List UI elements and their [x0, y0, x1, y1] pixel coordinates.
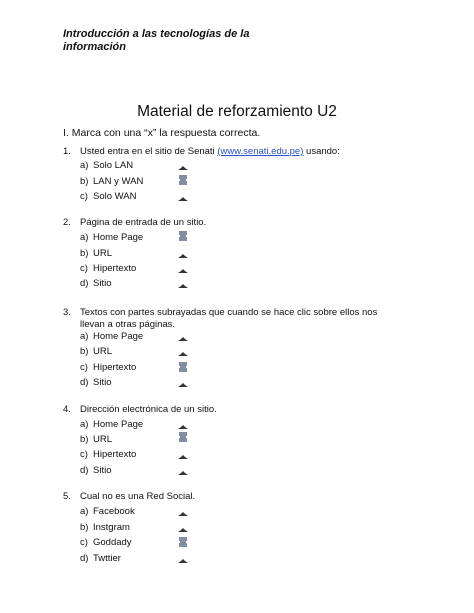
checkbox-unselected-icon[interactable]	[177, 379, 189, 389]
question-text: Textos con partes subrayadas que cuando se hace clic sobre ellos nos llevan a otras páginas.	[80, 307, 378, 330]
checkbox-unselected-icon[interactable]	[177, 348, 189, 358]
instruction-text: I. Marca con una “x” la respuesta correcta.	[63, 127, 261, 139]
checkbox-unselected-icon[interactable]	[177, 333, 189, 343]
question-text: Usted entra en el sitio de Senati (www.senati.edu.pe) usando:	[80, 146, 340, 157]
question-number: 3.	[63, 307, 71, 318]
checkbox-unselected-icon[interactable]	[177, 467, 189, 477]
checkbox-unselected-icon[interactable]	[177, 421, 189, 431]
senati-link[interactable]: (www.senati.edu.pe)	[217, 146, 304, 157]
question-text: Cual no es una Red Social.	[80, 491, 196, 502]
checkbox-unselected-icon[interactable]	[177, 162, 189, 172]
question-number: 2.	[63, 217, 71, 228]
checkbox-unselected-icon[interactable]	[177, 265, 189, 275]
checkbox-unselected-icon[interactable]	[177, 280, 189, 290]
checkbox-selected-icon[interactable]	[177, 432, 189, 442]
question-number: 1.	[63, 146, 71, 157]
checkbox-unselected-icon[interactable]	[177, 193, 189, 203]
checkbox-unselected-icon[interactable]	[177, 555, 189, 565]
question-text: Dirección electrónica de un sitio.	[80, 404, 217, 415]
course-title: Introducción a las tecnologías de la información	[63, 28, 250, 53]
checkbox-unselected-icon[interactable]	[177, 524, 189, 534]
page-title: Material de reforzamiento U2	[137, 103, 337, 120]
checkbox-selected-icon[interactable]	[177, 175, 189, 185]
checkbox-selected-icon[interactable]	[177, 231, 189, 241]
checkbox-selected-icon[interactable]	[177, 537, 189, 547]
checkbox-unselected-icon[interactable]	[177, 451, 189, 461]
question-number: 5.	[63, 491, 71, 502]
checkbox-unselected-icon[interactable]	[177, 508, 189, 518]
question-text: Página de entrada de un sitio.	[80, 217, 207, 228]
checkbox-unselected-icon[interactable]	[177, 250, 189, 260]
question-number: 4.	[63, 404, 71, 415]
checkbox-selected-icon[interactable]	[177, 362, 189, 372]
course-header	[63, 28, 293, 54]
